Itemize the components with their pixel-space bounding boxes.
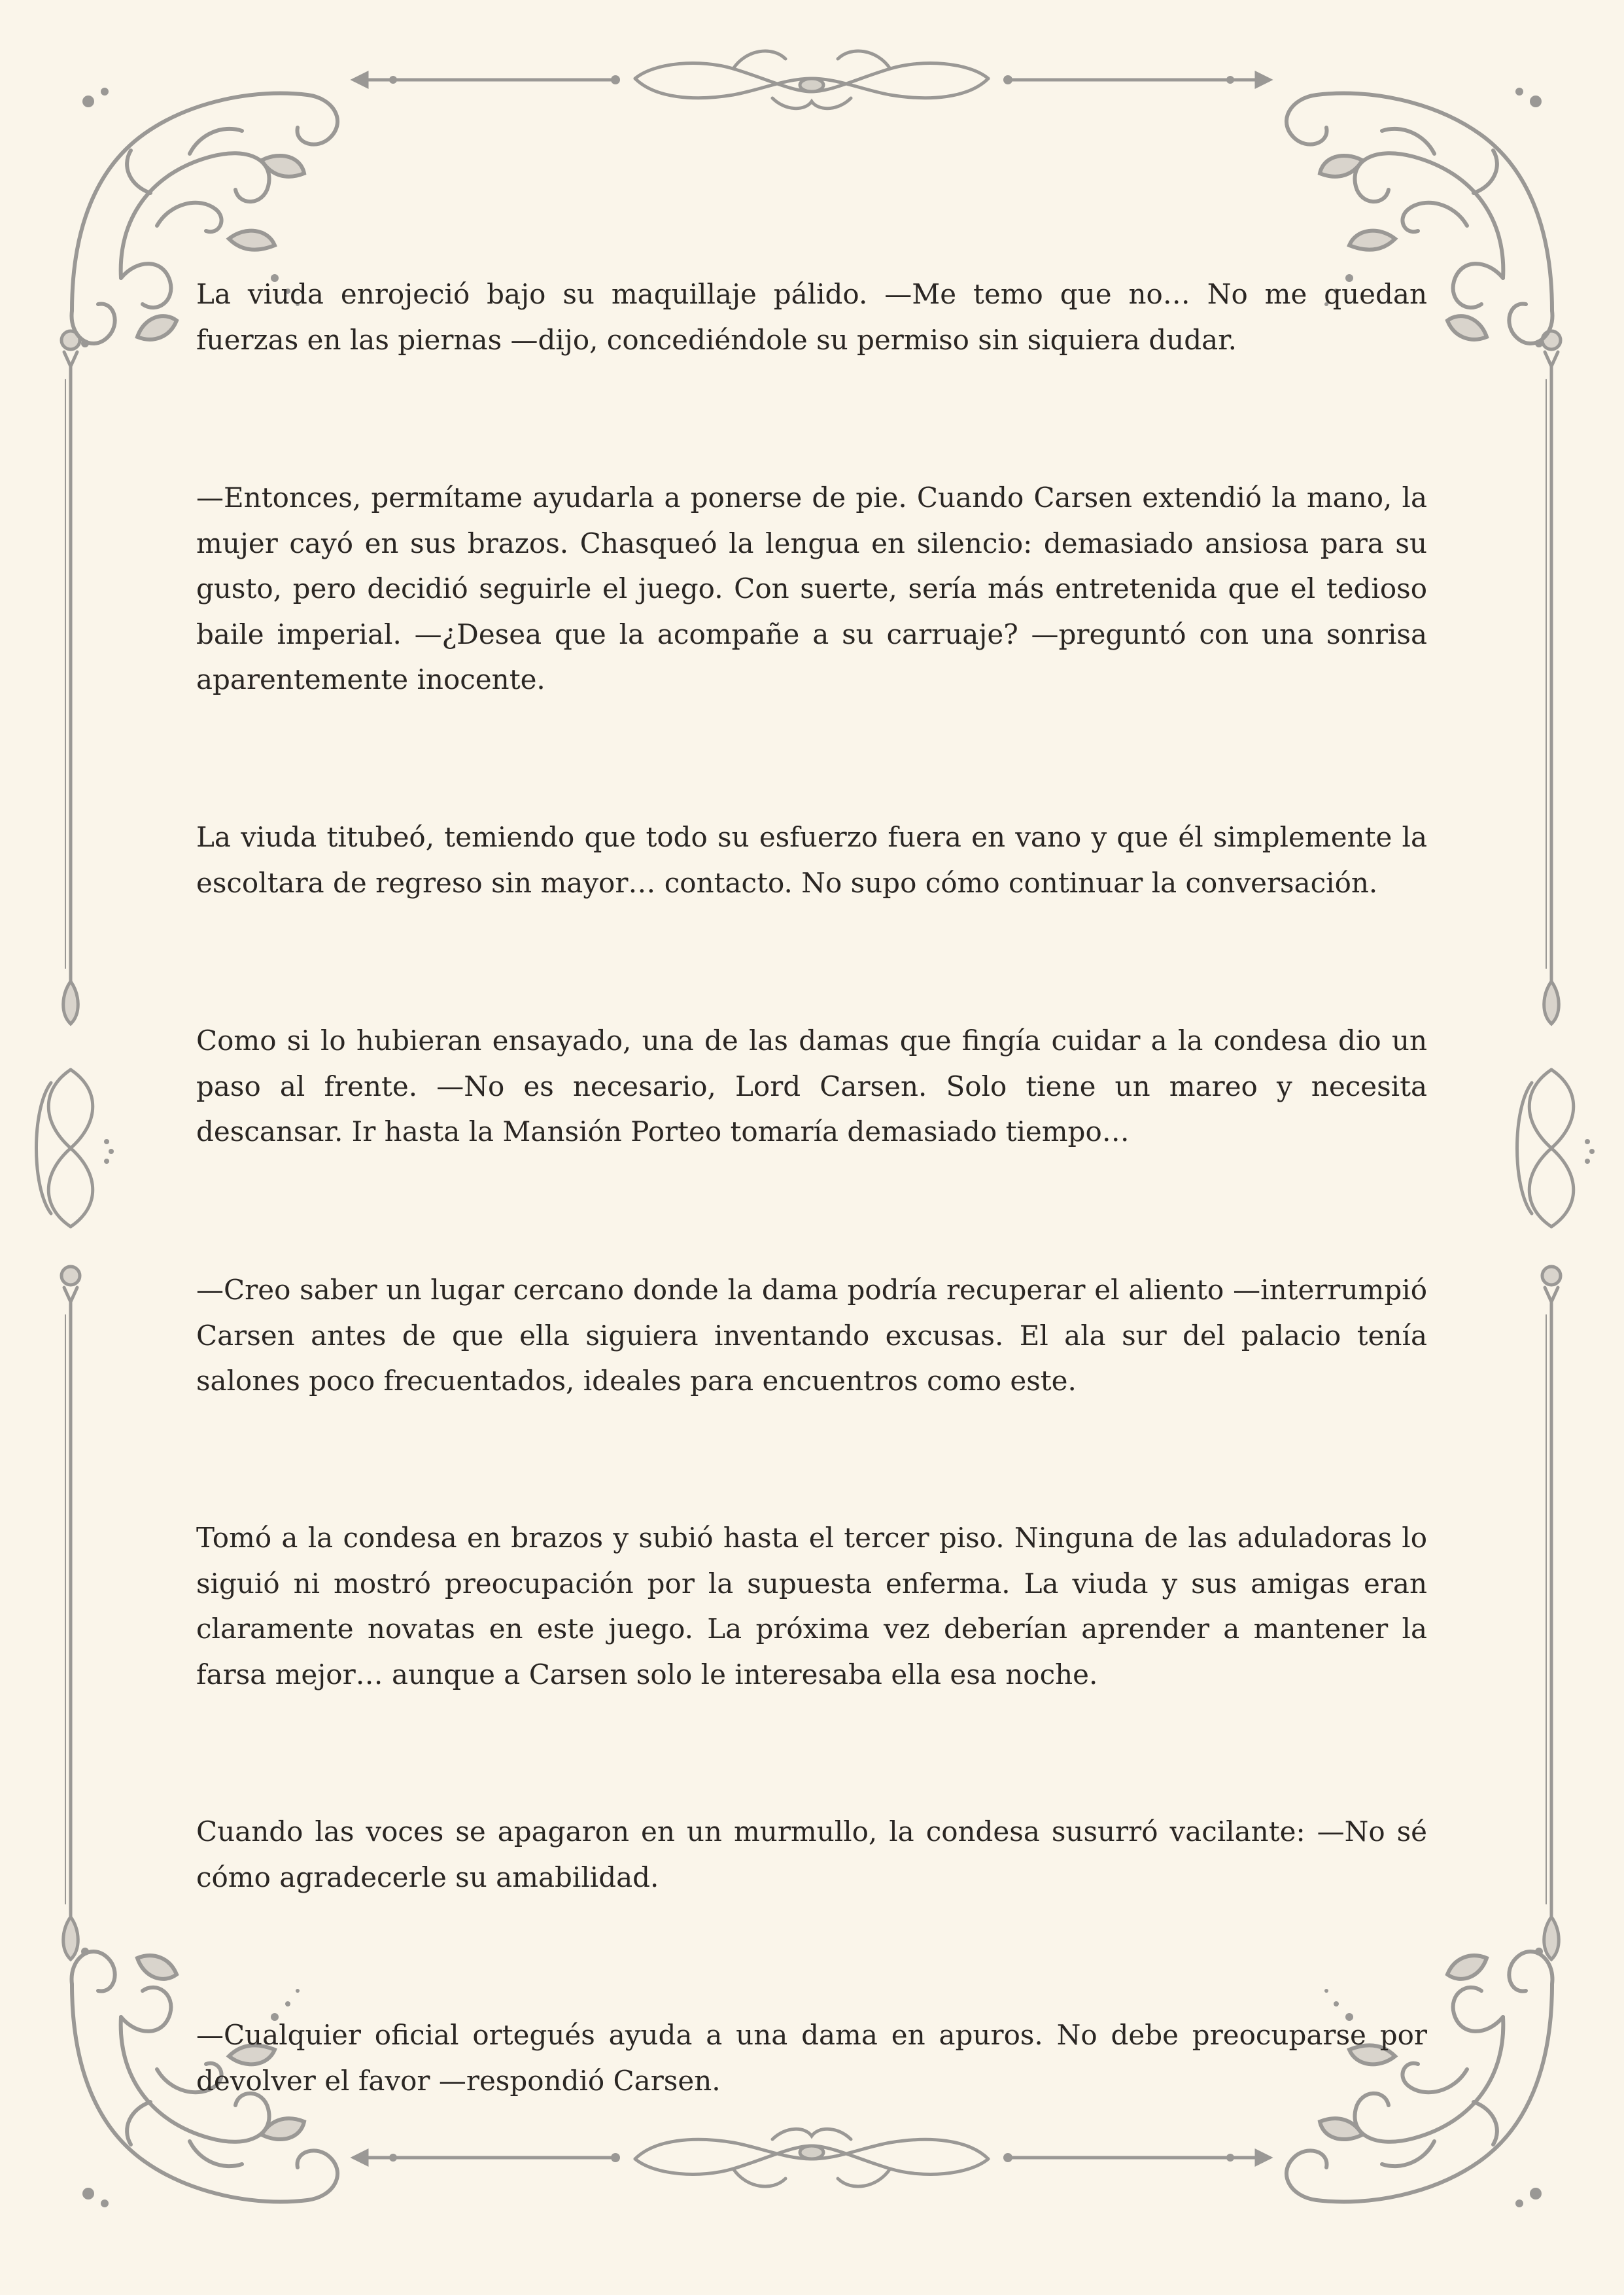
left-bar-lower [61,1267,80,1959]
left-bar-upper [61,331,80,1024]
paragraph-5: —Creo saber un lugar cercano donde la dama podría recuperar el aliento —interrumpió Carsen antes de que ella siguiera inventando excusas. El ala sur del palacio tenía salones poco frecuentados, ideales para encuentros como este. [196,1274,1427,1397]
paragraph-4: Como si lo hubieran ensayado, una de las damas que fingía cuidar a la condesa dio un paso al frente. —No es necesario, Lord Carsen. Solo tiene un mareo y necesita descansar. Ir hasta la Mansión Porteo tomaría demasiado tiempo… [196,1025,1427,1148]
right-knot [1517,1070,1595,1227]
right-bar-lower [1542,1267,1561,1959]
top-flourish [354,51,1270,109]
paragraph-3: La viuda titubeó, temiendo que todo su esfuerzo fuera en vano y que él simplemente la escoltara de regreso sin mayor… contacto. No supo cómo continuar la conversación. [196,821,1427,899]
right-bar-upper [1542,331,1561,1024]
bottom-flourish [354,2129,1270,2186]
left-knot [37,1070,114,1227]
paragraph-8: —Cualquier oficial ortegués ayuda a una dama en apuros. No debe preocuparse por devolver el favor —respondió Carsen. [196,2019,1427,2097]
paragraph-2: —Entonces, permítame ayudarla a ponerse de pie. Cuando Carsen extendió la mano, la mujer cayó en sus brazos. Chasqueó la lengua en silencio: demasiado ansiosa para su gusto, pero decidió seguirle el juego. Con suerte, sería más entretenida que el tedioso baile imperial. —¿Desea que la acompañe a su carruaje? —preguntó con una sonrisa aparentemente inocente. [196,482,1427,695]
paragraph-1: La viuda enrojeció bajo su maquillaje pálido. —Me temo que no… No me quedan fuerzas en las piernas —dijo, concediéndole su permiso sin siquiera dudar. [196,278,1427,356]
paragraph-6: Tomó a la condesa en brazos y subió hasta el tercer piso. Ninguna de las aduladoras lo siguió ni mostró preocupación por la supuesta enferma. La viuda y sus amigas eran claramente novatas en este juego. La próxima vez deberían aprender a mantener la farsa mejor… aunque a Carsen solo le interesaba ella esa noche. [196,1522,1427,1691]
paragraph-7: Cuando las voces se apagaron en un murmullo, la condesa susurró vacilante: —No sé cómo agradecerle su amabilidad. [196,1815,1427,1893]
